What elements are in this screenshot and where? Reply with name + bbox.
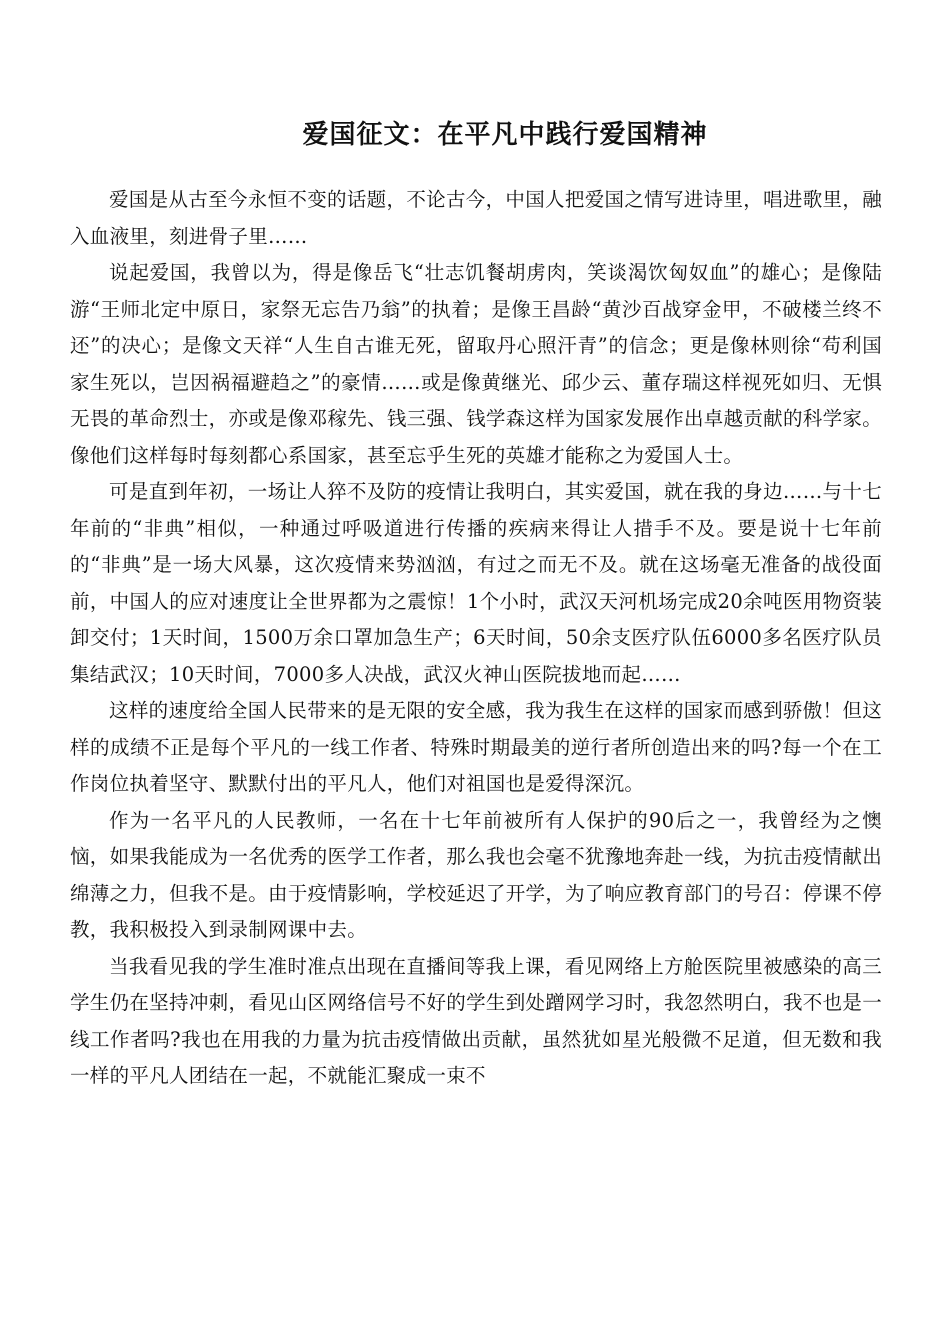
document-body — [70, 182, 882, 1095]
paragraph: 当我看见我的学生准时准点出现在直播间等我上课，看见网络上方舱医院里被感染的高三学生仍在坚持冲刺，看见山区网络信号不好的学生到处蹭网学习时，我忽然明白，我不也是一线工作者吗?我也在用我的力量为抗击疫情做出贡献，虽然犹如星光般微不足道，但无数和我一样的平凡人团结在一起，不就能汇聚成一束不 — [70, 954, 882, 1087]
paragraph: 可是直到年初，一场让人猝不及防的疫情让我明白，其实爱国，就在我的身边……与十七年前的“非典”相似，一种通过呼吸道进行传播的疾病来得让人措手不及。要是说十七年前的“非典”是一场大风暴，这次疫情来势汹汹，有过之而无不及。就在这场毫无准备的战役面前，中国人的应对速度让全世界都为之震惊！1个小时，武汉天河机场完成20余吨医用物资装卸交付；1天时间，1500万余口罩加急生产；6天时间，50余支医疗队伍6000多名医疗队员集结武汉；10天时间，7000多人决战，武汉火神山医院拔地而起…… — [70, 480, 882, 686]
paragraph: 作为一名平凡的人民教师，一名在十七年前被所有人保护的90后之一，我曾经为之懊恼，如果我能成为一名优秀的医学工作者，那么我也会毫不犹豫地奔赴一线，为抗击疫情献出绵薄之力，但我不是。由于疫情影响，学校延迟了开学，为了响应教育部门的号召：停课不停教，我积极投入到录制网课中去。 — [70, 808, 882, 941]
document-title: 爱国征文：在平凡中践行爱国精神 — [302, 120, 708, 151]
paragraph: 这样的速度给全国人民带来的是无限的安全感，我为我生在这样的国家而感到骄傲！但这样的成绩不正是每个平凡的一线工作者、特殊时期最美的逆行者所创造出来的吗?每一个在工作岗位执着坚守、默默付出的平凡人，他们对祖国也是爱得深沉。 — [70, 699, 882, 795]
paragraph: 爱国是从古至今永恒不变的话题，不论古今，中国人把爱国之情写进诗里，唱进歌里，融入血液里，刻进骨子里…… — [70, 188, 882, 248]
paragraph: 说起爱国，我曾以为，得是像岳飞“壮志饥餐胡虏肉，笑谈渴饮匈奴血”的雄心；是像陆游“王师北定中原日，家祭无忘告乃翁”的执着；是像王昌龄“黄沙百战穿金甲，不破楼兰终不还”的决心；是像文天祥“人生自古谁无死，留取丹心照汗青”的信念；更是像林则徐“苟利国家生死以，岂因祸福避趋之”的豪情……或是像黄继光、邱少云、董存瑞这样视死如归、无惧无畏的革命烈士，亦或是像邓稼先、钱三强、钱学森这样为国家发展作出卓越贡献的科学家。像他们这样每时每刻都心系国家，甚至忘乎生死的英雄才能称之为爱国人士。 — [70, 261, 882, 467]
